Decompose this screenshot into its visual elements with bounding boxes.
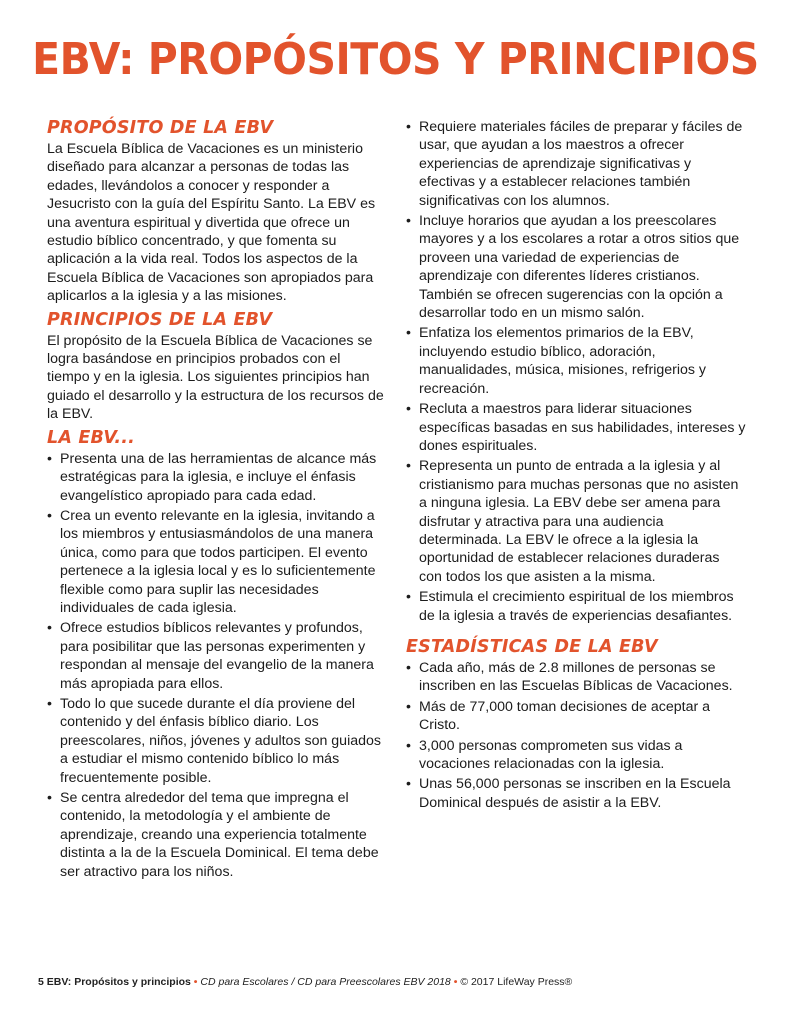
list-item xyxy=(47,450,384,505)
la-ebv-list-right xyxy=(406,118,746,625)
footer-copyright: © 2017 LifeWay Press® xyxy=(460,976,573,988)
list-item xyxy=(406,457,746,586)
bullet-glyph: • xyxy=(47,695,52,712)
list-item-text: Unas 56,000 personas se inscriben en la Escuela Dominical después de asistir a la EBV. xyxy=(419,776,731,811)
list-item-text: Recluta a maestros para liderar situaciones específicas basadas en sus habilidades, intereses y dones espirituales. xyxy=(419,401,746,454)
page-number: 5 xyxy=(38,976,44,988)
list-item-text: Estimula el crecimiento espiritual de los miembros de la iglesia a través de experiencias desafiantes. xyxy=(419,589,734,624)
heading-estadisticas: ESTADÍSTICAS DE LA EBV xyxy=(406,636,658,657)
list-item xyxy=(406,698,746,735)
list-item xyxy=(406,659,746,696)
list-item-text: Se centra alrededor del tema que impregna el contenido, la metodología y el ambiente de aprendizaje, creando una experiencia totalmente distinta a la de la Escuela Dominical. El tema debe ser atractivo para los niños. xyxy=(60,790,379,880)
list-item xyxy=(406,588,746,625)
list-item-text: Representa un punto de entrada a la iglesia y al cristianismo para muchas personas que no asisten a ninguna iglesia. La EBV debe ser amena para disfrutar y atractiva para una audiencia determinada. La EBV le ofrece a la iglesia la oportunidad de establecer relaciones duraderas con todos los que asisten a la misma. xyxy=(419,458,739,585)
list-item xyxy=(406,118,746,210)
bullet-glyph: • xyxy=(47,620,52,637)
heading-principios: PRINCIPIOS DE LA EBV xyxy=(47,309,273,330)
footer-separator: • xyxy=(193,976,198,988)
list-item xyxy=(406,400,746,455)
list-item-text: Incluye horarios que ayudan a los preescolares mayores y a los escolares a rotar a otros sitios que proveen una variedad de experiencias de aprendizaje con diferentes líderes cristianos. También se ofrecen sugerencias con la opción a desarrollar todo en un mismo salón. xyxy=(419,213,740,322)
list-item xyxy=(406,775,746,812)
list-item-text: Cada año, más de 2.8 millones de personas se inscriben en las Escuelas Bíblicas de Vacaciones. xyxy=(419,659,733,695)
paragraph-principios: El propósito de la Escuela Bíblica de Vacaciones se logra basándose en principios probados con el tiempo y en la iglesia. Los siguientes principios han guiado el desarrollo y la estructura de los recursos de la EBV. xyxy=(47,332,384,423)
page-title: EBV: PROPÓSITOS Y PRINCIPIOS xyxy=(32,34,759,85)
bullet-glyph: • xyxy=(47,507,52,524)
list-item xyxy=(406,737,746,774)
list-item xyxy=(47,789,384,881)
bullet-glyph: • xyxy=(47,790,52,806)
section-spacer xyxy=(406,627,746,637)
bullet-glyph: • xyxy=(406,776,411,793)
bullet-glyph: • xyxy=(406,401,411,418)
bullet-glyph: • xyxy=(406,698,411,715)
list-item-text: Todo lo que sucede durante el día proviene del contenido y del énfasis bíblico diario. Los preescolares, niños, jóvenes y adultos son guiados a estudiar el mismo contenido bíblico lo más frecuentemente posible. xyxy=(60,695,381,786)
heading-proposito: PROPÓSITO DE LA EBV xyxy=(47,118,274,138)
bullet-glyph: • xyxy=(47,450,52,467)
list-item xyxy=(406,324,746,398)
footer-product: CD para Escolares / CD para Preescolares EBV 2018 xyxy=(200,976,451,988)
bullet-glyph: • xyxy=(406,119,411,135)
list-item-text: Requiere materiales fáciles de preparar y fáciles de usar, que ayudan a los maestros a ofrecer experiencias de aprendizaje significativas y efectivas y a establecer relaciones también significativas con los alumnos. xyxy=(419,119,743,209)
page-footer xyxy=(38,976,572,988)
list-item-text: Crea un evento relevante en la iglesia, invitando a los miembros y entusiasmándolos de una manera única, como para que todos participen. El evento pertenece a la iglesia local y es lo suficientemente flexible como para suplir las necesidades individuales de cada iglesia. xyxy=(60,507,376,616)
la-ebv-list-left xyxy=(47,450,384,881)
list-item xyxy=(47,619,384,693)
bullet-glyph: • xyxy=(406,737,411,754)
list-item xyxy=(47,507,384,617)
bullet-glyph: • xyxy=(406,659,411,676)
list-item-text: Enfatiza los elementos primarios de la EBV, incluyendo estudio bíblico, adoración, manualidades, música, misiones, refrigerios y recreación. xyxy=(419,325,707,397)
list-item-text: 3,000 personas comprometen sus vidas a vocaciones relacionadas con la iglesia. xyxy=(419,737,683,772)
list-item xyxy=(47,695,384,787)
bullet-glyph: • xyxy=(406,325,411,342)
footer-separator: • xyxy=(453,976,458,988)
footer-title: EBV: Propósitos y principios xyxy=(46,976,191,988)
list-item xyxy=(406,212,746,322)
right-column xyxy=(406,118,746,814)
paragraph-proposito: La Escuela Bíblica de Vacaciones es un ministerio diseñado para alcanzar a personas de todas las edades, llevándolos a conocer y responder a Jesucristo con la guía del Espíritu Santo. La EBV es una aventura espiritual y divertida que ofrece un estudio bíblico concentrado, y que fomenta su aplicación a la vida real. Todos los aspectos de la Escuela Bíblica de Vacaciones son apropiados para aplicarlos a la iglesia y a las misiones. xyxy=(47,141,376,305)
estadisticas-list xyxy=(406,659,746,812)
bullet-glyph: • xyxy=(406,213,411,230)
bullet-glyph: • xyxy=(406,458,411,475)
heading-la-ebv: LA EBV... xyxy=(47,427,135,448)
list-item-text: Presenta una de las herramientas de alcance más estratégicas para la iglesia, e incluye el énfasis evangelístico apropiado para cada edad. xyxy=(60,450,377,504)
left-column xyxy=(47,118,384,883)
bullet-glyph: • xyxy=(406,589,411,606)
list-item-text: Más de 77,000 toman decisiones de aceptar a Cristo. xyxy=(419,698,711,734)
list-item-text: Ofrece estudios bíblicos relevantes y profundos, para posibilitar que las personas experimenten y respondan al mensaje del evangelio de la manera más apropiada para ellos. xyxy=(60,620,374,692)
